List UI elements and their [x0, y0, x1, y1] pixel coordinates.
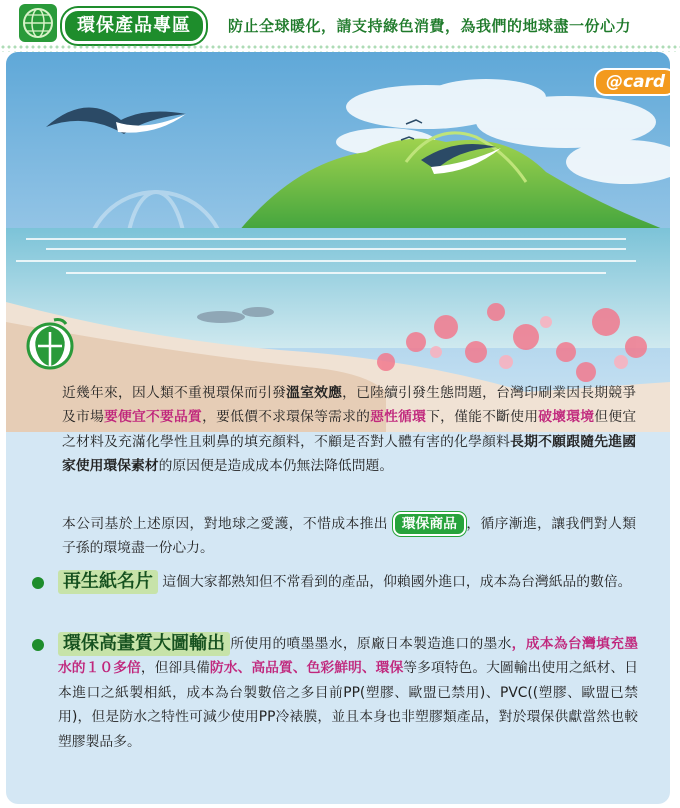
text-highlight: 破壞環境	[538, 409, 595, 426]
zone-title: 環保產品專區	[62, 8, 206, 44]
bullet-dot	[32, 639, 44, 651]
seascape-illustration	[6, 52, 670, 432]
card-badge: @card	[594, 68, 670, 96]
item-title: 環保高畫質大圖輸出	[58, 632, 230, 656]
product-item-recycled-card	[58, 570, 638, 594]
eco-card	[6, 52, 670, 804]
intro-paragraph	[62, 381, 636, 479]
item-text: 等多項特色。大圖輸出使用之紙材、日本進口之紙製相紙，成本為台製數倍之多目前PP(塑膠、歐盟已禁用)、PVC((塑膠、歐盟已禁用)，但是防水之特性可減少使用PP冷裱膜，並且本身也非塑膠類產品，對於環保供獻當然也較塑膠製品多。	[58, 660, 639, 750]
text-run: 下，僅能不斷使用	[426, 409, 539, 426]
text-highlight: 要便宜不要品質	[104, 409, 203, 426]
text-run-bold: 長期不願跟隨先進國家使用環保素材	[62, 433, 637, 475]
item-text: 所使用的噴墨墨水，原廠日本製造進口的墨水	[230, 636, 512, 652]
text-run: ，已陸續引發生態問題，台灣印刷業因長期競爭及市場	[62, 385, 637, 426]
intro-paragraph-2	[62, 512, 636, 561]
text-run: 的原因便是造成成本仍無法降低問題。	[158, 458, 394, 475]
item-text: ，但卻具備	[140, 660, 210, 677]
text-run: 近幾年來，因人類不重視環保而引發	[62, 385, 287, 401]
bullet-dot	[32, 577, 44, 589]
item-title: 再生紙名片	[58, 570, 158, 594]
item-text: 這個大家都熟知但不常看到的產品，仰賴國外進口，成本為台灣紙品的數倍。	[158, 574, 632, 590]
eco-products-label: 環保商品	[393, 512, 466, 536]
text-highlight: 惡性循環	[370, 409, 427, 426]
product-item-large-print	[58, 632, 638, 754]
text-highlight: ，成本為台灣填充墨水的１０多倍	[58, 636, 639, 677]
header-tagline: 防止全球暖化，請支持綠色消費，為我們的地球盡一份心力	[228, 17, 632, 35]
header-dot-divider	[0, 44, 680, 52]
text-highlight: 防水、高品質、色彩鮮明、環保	[209, 660, 404, 677]
text-run: ，循序漸進，讓我們對人類子孫的環境盡一份心力。	[62, 516, 637, 557]
text-run: 本公司基於上述原因，對地球之愛護，不惜成本推出	[62, 516, 388, 532]
text-run-bold: 溫室效應	[286, 385, 343, 401]
green-mark-icon	[24, 316, 76, 374]
text-run: 但便宜之材料及充滿化學性且刺鼻的填充顏料，不顧是否對人體有害的化學顏料	[62, 409, 637, 450]
text-run: ，要低價不求環保等需求的	[202, 409, 371, 426]
page-header	[0, 0, 680, 52]
globe-icon	[18, 3, 58, 43]
